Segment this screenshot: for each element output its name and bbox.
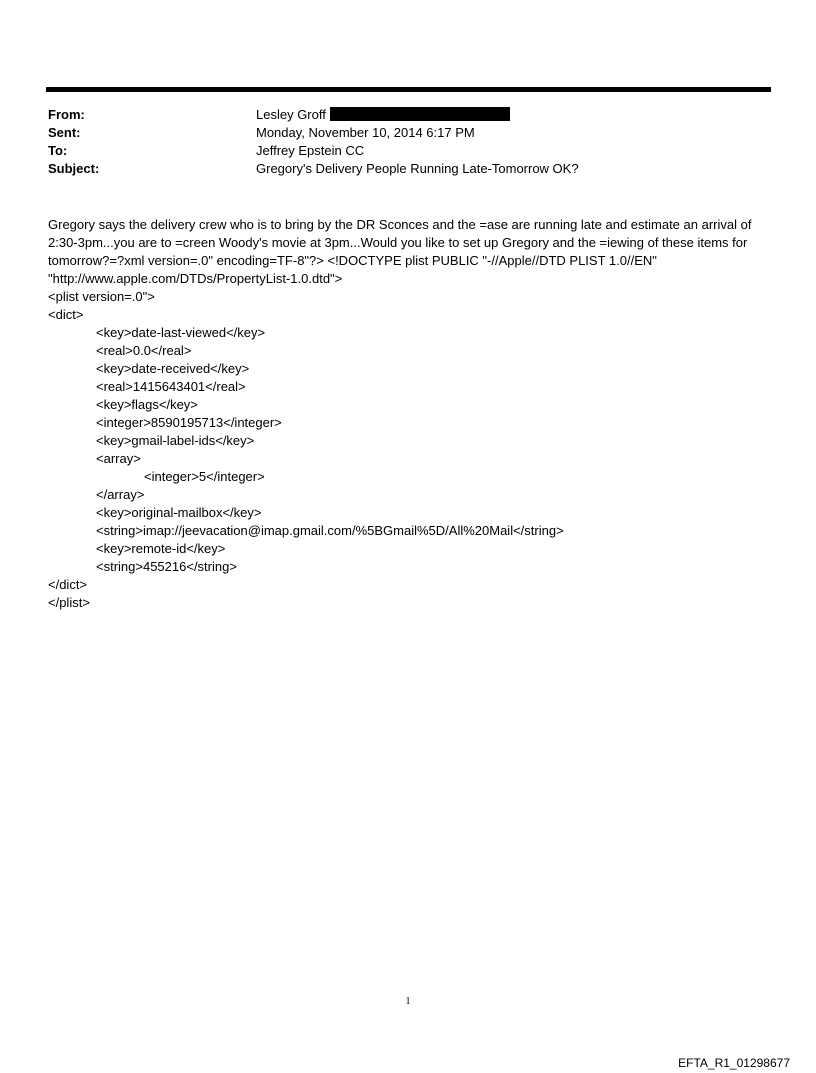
body-paragraph: Gregory says the delivery crew who is to bring by the DR Sconces and the =ase are running late and estimate an arrival of 2:30-3pm...you are to =creen Woody's movie at 3pm...Would you like to set up Gregory and the =iewing of these items for tomorrow?=?xml version=.0" encoding=TF-8"?> <!DOCTYPE plist PUBLIC "-//Apple//DTD PLIST 1.0//EN" "http://www.apple.com/DTDs/PropertyList-1.0.dtd">	[48, 217, 752, 286]
subject-label: Subject:	[48, 161, 100, 176]
redaction-box	[330, 107, 510, 121]
plist-line: </dict>	[48, 577, 88, 592]
plist-line: <string>imap://jeevacation@imap.gmail.com/%5BGmail%5D/All%20Mail</string>	[96, 523, 564, 538]
document-id: EFTA_R1_01298677	[678, 1056, 790, 1070]
to-label: To:	[48, 143, 68, 158]
plist-line: <real>1415643401</real>	[96, 379, 246, 394]
page-number: 1	[405, 996, 411, 1007]
plist-line: <dict>	[48, 307, 84, 322]
plist-block	[48, 288, 773, 612]
sent-value: Monday, November 10, 2014 6:17 PM	[256, 125, 475, 140]
plist-line: <plist version=.0">	[48, 289, 155, 304]
from-value	[256, 107, 510, 122]
plist-line: <key>remote-id</key>	[96, 541, 226, 556]
from-name: Lesley Groff	[256, 107, 326, 122]
to-value: Jeffrey Epstein CC	[256, 143, 365, 158]
plist-line: </plist>	[48, 595, 90, 610]
plist-line: <array>	[96, 451, 141, 466]
subject-value: Gregory's Delivery People Running Late-Tomorrow OK?	[256, 161, 579, 176]
plist-line: <key>original-mailbox</key>	[96, 505, 262, 520]
header-rule	[46, 87, 771, 92]
plist-line: <real>0.0</real>	[96, 343, 192, 358]
plist-line: <key>gmail-label-ids</key>	[96, 433, 255, 448]
plist-line: <integer>5</integer>	[144, 469, 265, 484]
sent-label: Sent:	[48, 125, 81, 140]
plist-line: <key>date-last-viewed</key>	[96, 325, 266, 340]
plist-line: <integer>8590195713</integer>	[96, 415, 282, 430]
plist-line: <key>date-received</key>	[96, 361, 250, 376]
plist-line: </array>	[96, 487, 145, 502]
plist-line: <key>flags</key>	[96, 397, 198, 412]
email-body	[48, 216, 773, 612]
from-label: From:	[48, 107, 85, 122]
plist-line: <string>455216</string>	[96, 559, 237, 574]
